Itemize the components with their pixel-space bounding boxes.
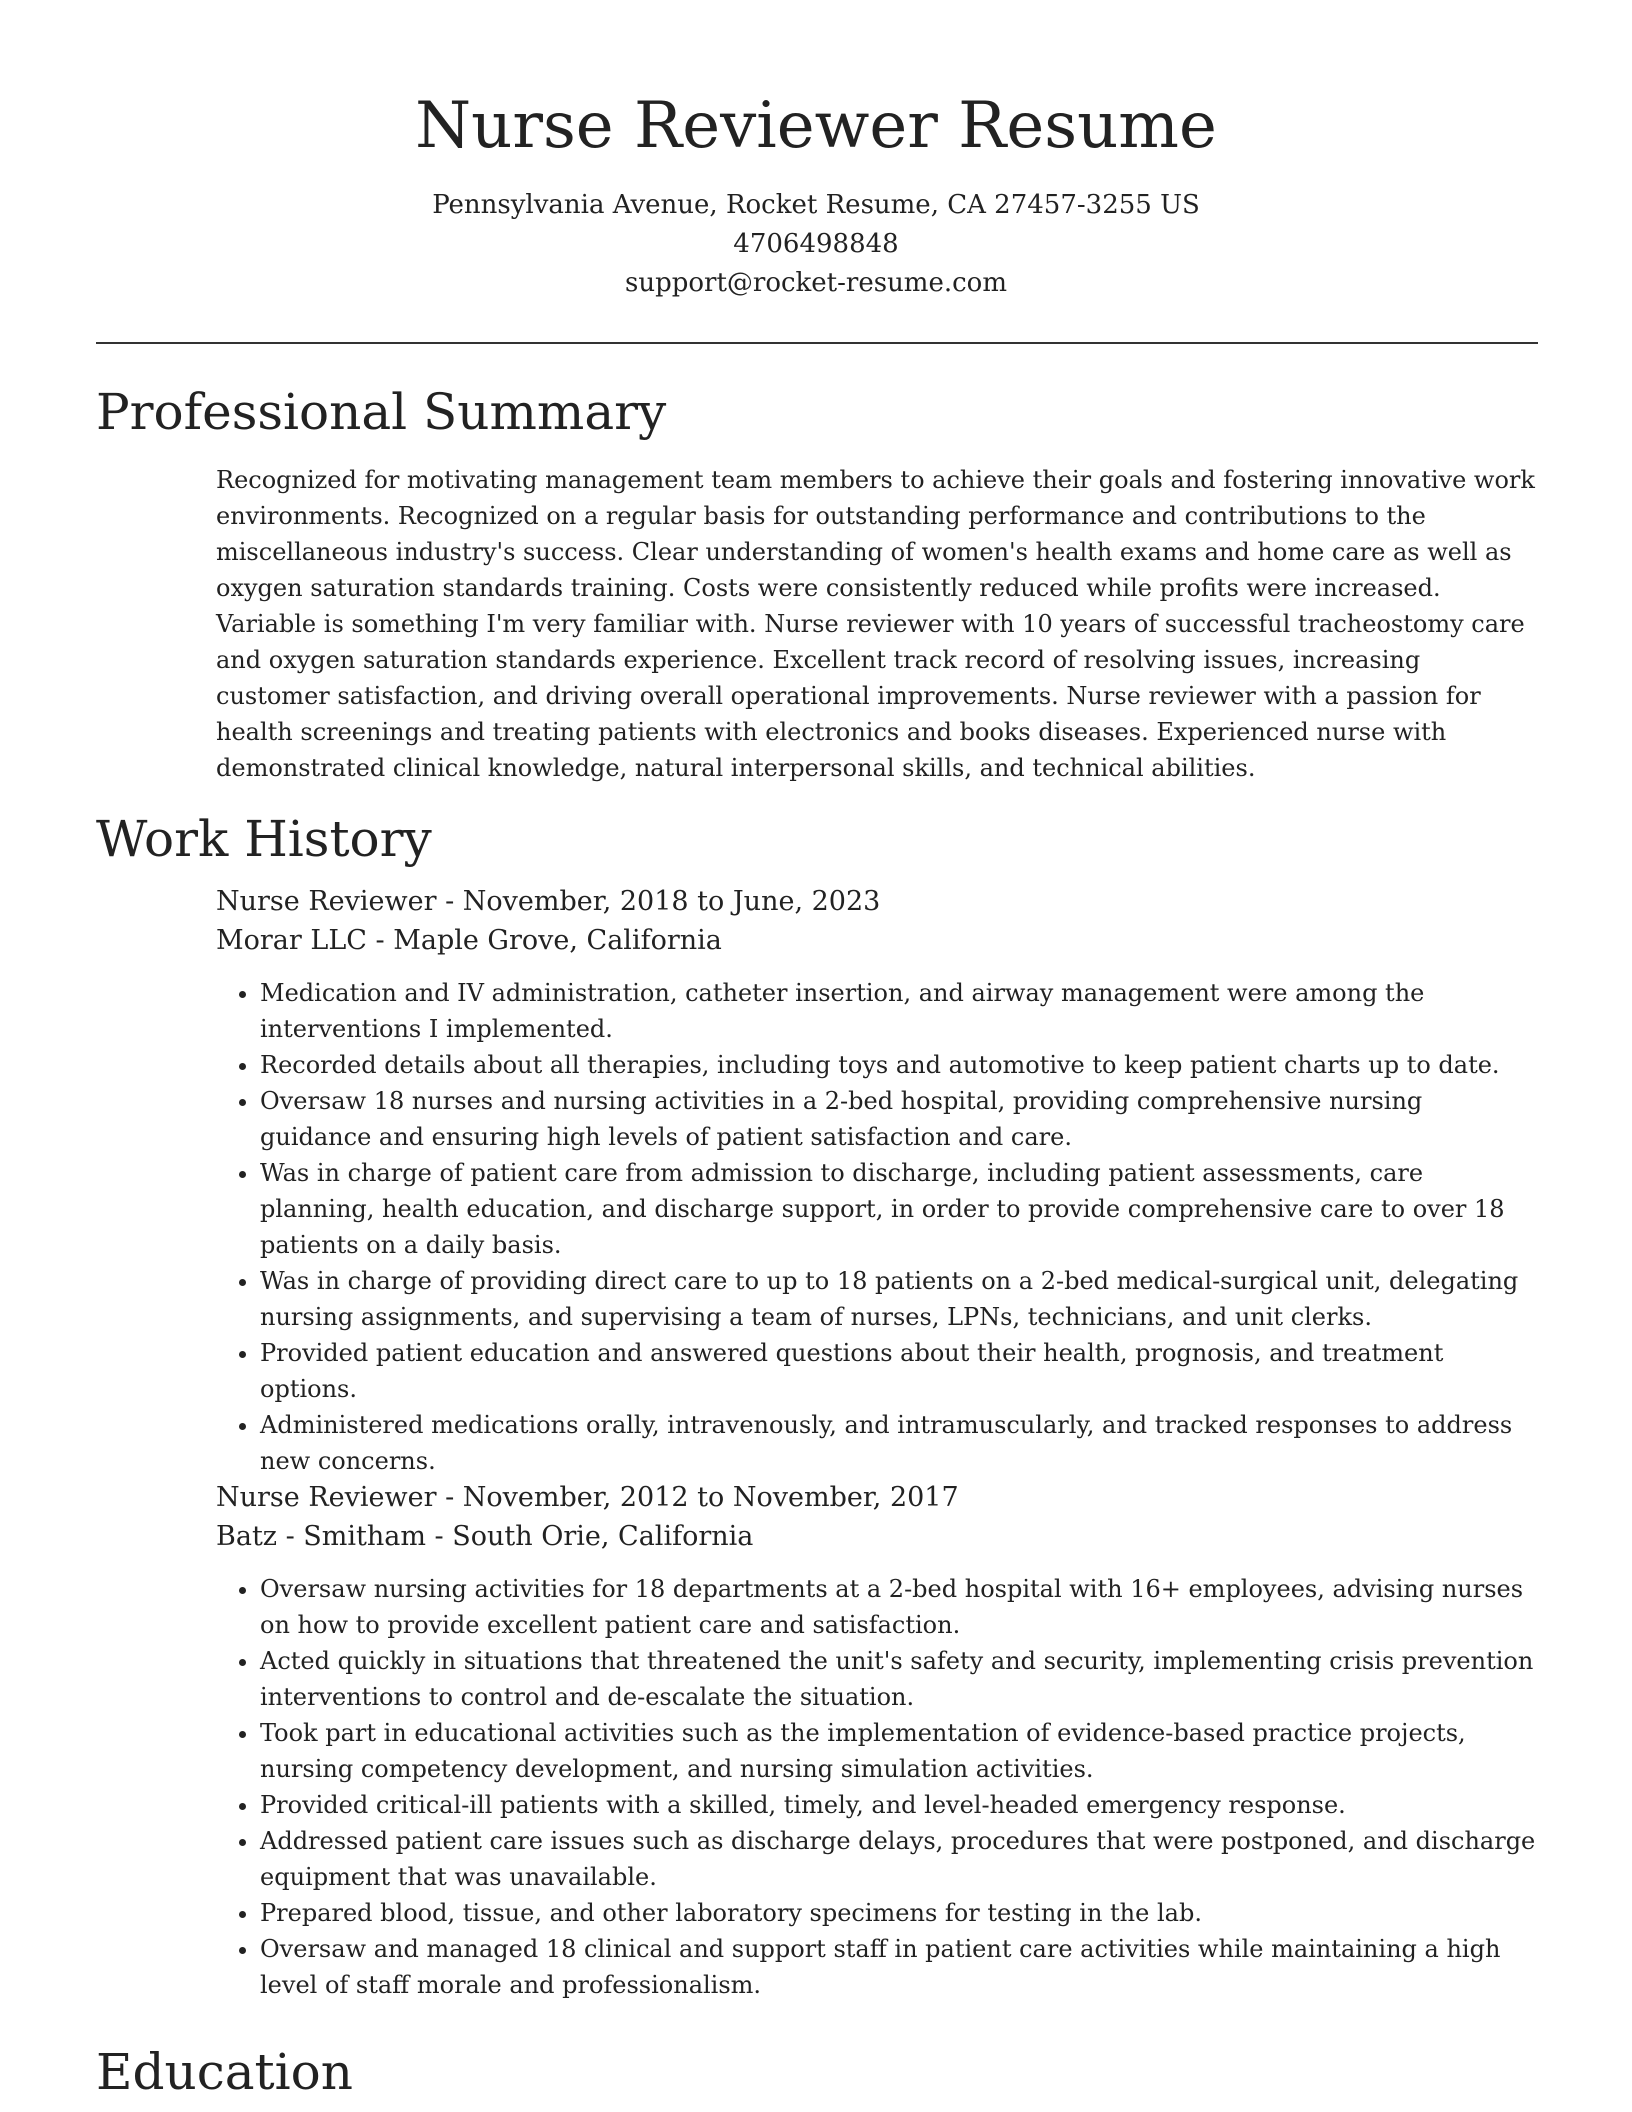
section-title-summary: Professional Summary — [96, 383, 667, 441]
job-bullet: • Provided patient education and answered questions about their health, prognosis, and treatment options. — [260, 1335, 1538, 1407]
job-bullet: • Provided critical-ill patients with a skilled, timely, and level-headed emergency response. — [260, 1787, 1538, 1823]
job-bullet: • Oversaw and managed 18 clinical and support staff in patient care activities while maintaining a high level of staff morale and professionalism. — [260, 1931, 1538, 2003]
job-bullet: • Medication and IV administration, catheter insertion, and airway management were among the interventions I implemented. — [260, 975, 1538, 1047]
job-title-line: Nurse Reviewer - November, 2012 to November, 2017 — [216, 1482, 959, 1513]
job-bullet: • Administered medications orally, intravenously, and intramuscularly, and tracked responses to address new concerns. — [260, 1407, 1538, 1479]
summary-paragraph: Recognized for motivating management team members to achieve their goals and fostering innovative work environments. Recognized on a regular basis for outstanding performance and contributions to the miscellaneous industry's success. Clear understanding of women's health exams and home care as well as oxygen saturation standards training. Costs were consistently reduced while profits were increased. Variable is something I'm very familiar with. Nurse reviewer with 10 years of successful tracheostomy care and oxygen saturation standards experience. Excellent track record of resolving issues, increasing customer satisfaction, and driving overall operational improvements. Nurse reviewer with a passion for health screenings and treating patients with electronics and books diseases. Experienced nurse with demonstrated clinical knowledge, natural interpersonal skills, and technical abilities. — [216, 466, 1535, 782]
header-divider — [96, 342, 1538, 344]
job-bullet: • Took part in educational activities such as the implementation of evidence-based practice projects, nursing competency development, and nursing simulation activities. — [260, 1715, 1538, 1787]
job-bullet: • Prepared blood, tissue, and other laboratory specimens for testing in the lab. — [260, 1895, 1538, 1931]
contact-block — [0, 186, 1632, 303]
job-bullet-list — [216, 975, 1538, 1479]
contact-phone: 4706498848 — [733, 229, 899, 259]
contact-address: Pennsylvania Avenue, Rocket Resume, CA 27457-3255 US — [432, 190, 1200, 220]
job-bullet: • Recorded details about all therapies, including toys and automotive to keep patient charts up to date. — [260, 1047, 1538, 1083]
job-bullet: • Oversaw 18 nurses and nursing activities in a 2-bed hospital, providing comprehensive nursing guidance and ensuring high levels of patient satisfaction and care. — [260, 1083, 1538, 1155]
contact-email: support@rocket-resume.com — [624, 268, 1007, 298]
job-title-line: Nurse Reviewer - November, 2018 to June, 2023 — [216, 886, 881, 917]
job-company-line: Batz - Smitham - South Orie, California — [216, 1521, 754, 1552]
job-bullet: • Was in charge of providing direct care to up to 18 patients on a 2-bed medical-surgical unit, delegating nursing assignments, and supervising a team of nurses, LPNs, technicians, and unit clerks. — [260, 1263, 1538, 1335]
job-bullet: • Oversaw nursing activities for 18 departments at a 2-bed hospital with 16+ employees, advising nurses on how to provide excellent patient care and satisfaction. — [260, 1571, 1538, 1643]
resume-title: Nurse Reviewer Resume — [415, 89, 1217, 163]
job-entry — [216, 1478, 1538, 2003]
job-bullet: • Acted quickly in situations that threatened the unit's safety and security, implementing crisis prevention interventions to control and de-escalate the situation. — [260, 1643, 1538, 1715]
job-company-line: Morar LLC - Maple Grove, California — [216, 925, 722, 956]
job-bullet: • Addressed patient care issues such as discharge delays, procedures that were postponed, and discharge equipment that was unavailable. — [260, 1823, 1538, 1895]
section-title-education: Education — [96, 2043, 353, 2101]
job-bullet: • Was in charge of patient care from admission to discharge, including patient assessments, care planning, health education, and discharge support, in order to provide comprehensive care to over 18 patients on a daily basis. — [260, 1155, 1538, 1263]
section-title-work-history: Work History — [96, 810, 432, 868]
job-bullet-list — [216, 1571, 1538, 2003]
resume-header — [0, 0, 1632, 303]
job-entry — [216, 882, 1538, 1479]
